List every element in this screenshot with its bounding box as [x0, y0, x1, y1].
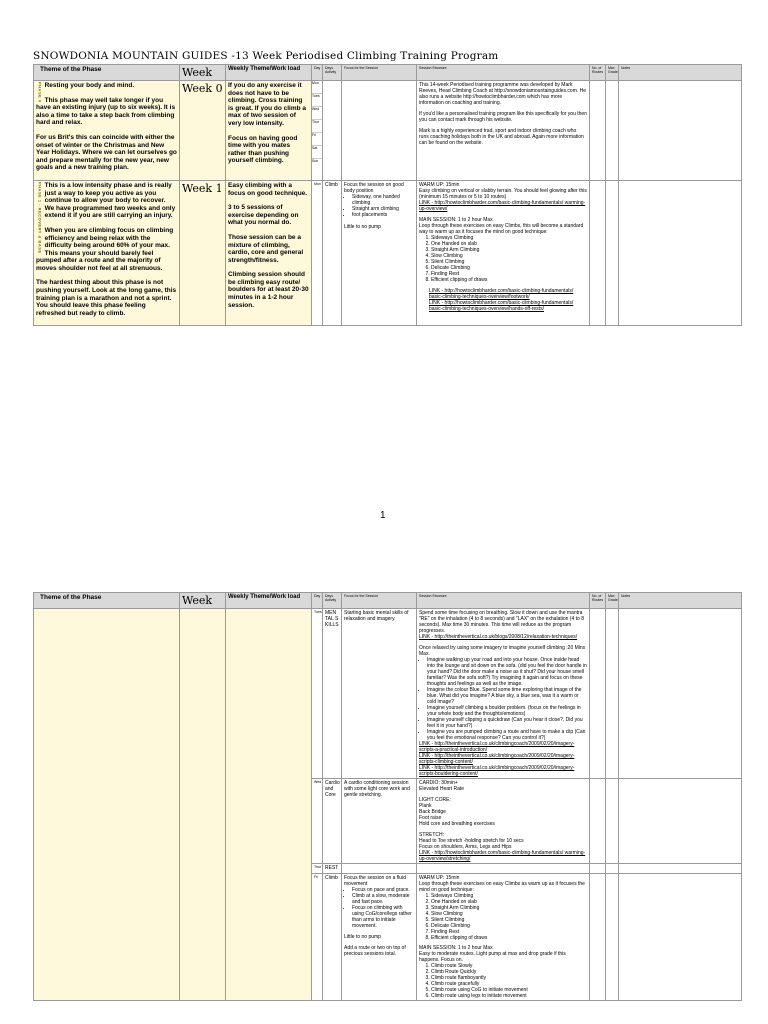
phase-1-vertical-label: PHASE 1 - RECOVERY & BASE: [37, 181, 43, 254]
header-weekly: Weekly Theme/Work load: [226, 65, 312, 81]
fri-structure: WARM UP: 15min Loop through these exercises on easy Climbs as warm up as it focuses the mind on good technique: 1. Sideways Climbing 2. One Handed on slab 3. Straight Arm Climbing 4. Slow Climbing 5. Silent Climbing 6. Delicate Climbing 7. Finding Rest 8. Efficient clipping of draws MAIN SESSION: 1 to 2 hour Max Easy to moderate routes. Light pump at max and drop grade if this happens. Focus on. 1. Climb route Slowly 2. Climb Route Quickly 3. Climb route flamboyantly 4. Climb route gracefully 5. Climb route using CoG to initiate movement 6. Climb route using legs to initiate movement: [417, 874, 590, 1001]
footwork-link[interactable]: LINK - http://howtoclimbharder.com/basic-climbing-fundamentals/ basic-climbing-techniques-overview/footwork/: [429, 287, 574, 300]
fri-activity: Climb: [323, 874, 342, 1001]
week-0-theme: PHASE 0 Resting your body and mind. This phase may well take longer if you have an existing injury (up to six weeks). It is also a time to take a step back from climbing hard and relax. For us Brit's this can coincide with either the onset of winter or the Christmas and New Year Holidays. Where we can let ourselves go and prepare mentally for the new year, new goals and a new training plan.: [34, 81, 180, 181]
thu-activity: REST: [323, 864, 342, 874]
header-max-grade: Max Grade: [606, 65, 619, 81]
tue-row: Tues MENTAL SKILLS Starting basic mental skills of relaxation and imagery. Spend some time focusing on breathing. Slow it down and use the mantra "RE" on the inhalation (4 to 8 seconds) and "LAX" on the exhalation (4 to 8 seconds). Max time 30 minutes. This time will reduce as the program progresses. LINK - http://theinthevertical.co.uk/blogs/2008/12/relaxation-techniques/ Once relaxed try using some imagery to imagine yourself climbing :20 Mins Max. • Imagine walking up your road and into your house. Once inside head into the lounge and sit down on the sofa. (did you feel the door handle in your hand? Did the door make a noise as it shut? Did your house smell familiar? Was the sofa soft?) Try imagining it again and focus on these thoughts and feelings as well as the image. • Imagine the colour Blue. Spend some time exploring that image of the blue. What did you imagine? A blue sky, a blue sea, was it a warm or cold image? • Imagine yourself climbing a boulder problem. (focus on the feelings in your whole body and the thoughts/emotions) • Imagine yourself clipping a quickdraw (Can you hear it close?, Did you feel it in your hand?) • Imagine you are pumped climbing a route and have to make a clip (Can you feel the emotional response? Can you control it?) LINK - http://theinthevertical.co.uk/climbingcoach/2009/02/20/imagery-scripts-a-practical-introduction/ LINK - http://theinthevertical.co.uk/climbingcoach/2009/02/20/imagery-scripts-climbing-content/ LINK - http://theinthevertical.co.uk/climbingcoach/2009/02/20/imagery-scripts-bouldering-content/: [34, 609, 742, 779]
stretching-link[interactable]: LINK - http://howtoclimbharder.com/basic-climbing-fundamentals/ warming-up-overview/stretching/: [419, 850, 586, 862]
week-1-focus: Focus the session on good body position • Sideway, one handed climbing • Straight arm climbing • foot placements Little to no pump: [342, 180, 417, 326]
relaxation-link[interactable]: LINK - http://theinthevertical.co.uk/blogs/2008/12/relaxation-techniques/: [419, 634, 578, 640]
tue-activity: MENTAL SKILLS: [323, 609, 342, 779]
page-number: 1: [380, 510, 386, 521]
week-0-row: [34, 81, 742, 181]
week-1-theme: PHASE 1 - RECOVERY & BASE This is a low intensity phase and is really just a way to keep you active as you continue to allow your body to recover. We have programmed two weeks and only extend it if you are still carrying an injury. When you are climbing focus on climbing efficiency and being relax with the difficulty being around 60% of your max. This means your should barely feel pumped after a route and the majority of moves shoulder not feel at all strenuous. The hardest thing about this phase is not pushing yourself. Look at the long game, this training plan is a marathon and not a sprint. You should leave this phase feeling refreshed but ready to climb.: [34, 180, 180, 326]
warmup-link[interactable]: LINK - http://howtoclimbharder.com/basic-climbing-fundamentals/ warming-up-overview/: [419, 199, 586, 212]
week-0-label: Week 0: [180, 81, 226, 181]
wed-structure: CARDIO: 30min+ Elevated Heart Rate LIGHT CORE: Plank Back Bridge Foot raise Hold core and breathing exercises STRETCH: Head to Toe stretch -holding stretch for 10 secs Focus on shoulders, Arms, Legs and Hips LINK - http://howtoclimbharder.com/basic-climbing-fundamentals/ warming-up-overview/stretching/: [417, 779, 590, 864]
week-0-weekly: If you do any exercise it does not have to be climbing. Cross training is great. If you do climb a max of two session of very low intensity. Focus on having good time with you mates rather than pushing yourself climbing.: [226, 81, 312, 181]
week-1-label: Week 1: [180, 180, 226, 326]
header-activity: Days Activity: [323, 65, 342, 81]
hands-off-rests-link[interactable]: LINK - http://howtoclimbharder.com/basic-climbing-fundamentals/ basic-climbing-techniques-overview/hands-off-rests/: [429, 299, 574, 312]
wed-activity: Cardio and Core: [323, 779, 342, 864]
table-header-row-2: Theme of the Phase Week Weekly Theme/Work load Day Days Activity Focus for the Session Session Structure No. of Routes Max Grade Notes: [34, 593, 742, 609]
wed-focus: A cardio conditioning session with some light core work and gentle stretching.: [342, 779, 417, 864]
week-1-structure: WARM UP: 15min Easy climbing on vertical or slabby terrain. You should feel glowing after this (minimum 15 minutes or 5 to 10 routes) LINK - http://howtoclimbharder.com/basic-climbing-fundamentals/ warming-up-overview/ MAIN SESSION: 1 to 2 hour Max Loop through these exercises on easy Climbs, this will become a standard way to warm up as it focuses the mind on good technique: 1. Sideways Climbing 2. One Handed on slab 3. Straight Arm Climbing 4. Slow Climbing 5. Silent Climbing 6. Delicate Climbing 7. Finding Rest 8. Efficient clipping of draws LINK - http://howtoclimbharder.com/basic-climbing-fundamentals/ basic-climbing-techniques-overview/footwork/ LINK - http://howtoclimbharder.com/basic-climbing-fundamentals/ basic-climbing-techniques-overview/hands-off-rests/: [417, 180, 590, 326]
week-1-weekly: Easy climbing with a focus on good technique. 3 to 5 sessions of exercise depending on what you normal do. Those session can be a mixture of climbing, cardio, core and general strength/fitness. Climbing session should be climbing easy route/ boulders for at least 20-30 minutes in a 1-2 hour session.: [226, 180, 312, 326]
header-notes: Notes: [619, 65, 742, 81]
tue-focus: Starting basic mental skills of relaxation and imagery.: [342, 609, 417, 779]
document-title: SNOWDONIA MOUNTAIN GUIDES -13 Week Periodised Climbing Training Program: [33, 50, 499, 62]
week-1-row: [34, 180, 742, 326]
phase-0-vertical-label: PHASE 0: [37, 82, 43, 103]
table-header-row: [34, 65, 742, 81]
header-week: Week: [180, 65, 226, 81]
fri-focus: Focus the session on a fluid movement • Focus on pace and grace. • Climb at a slow, moderate and fast pace. • Focus on climbing with using CoG/core/legs rather than arms to initiate movement. Little to no pump Add a route or two on top of precious sessions total.: [342, 874, 417, 1001]
week-1-day: Mon: [312, 180, 323, 326]
fri-row: Fri Climb Focus the session on a fluid movement • Focus on pace and grace. • Climb at a slow, moderate and fast pace. • Focus on climbing with using CoG/core/legs rather than arms to initiate movement. Little to no pump Add a route or two on top of precious sessions total. WARM UP: 15min Loop through these exercises on easy Climbs as warm up as it focuses the mind on good technique: 1. Sideways Climbing 2. One Handed on slab 3. Straight Arm Climbing 4. Slow Climbing 5. Silent Climbing 6. Delicate Climbing 7. Finding Rest 8. Efficient clipping of draws MAIN SESSION: 1 to 2 hour Max Easy to moderate routes. Light pump at max and drop grade if this happens. Focus on. 1. Climb route Slowly 2. Climb Route Quickly 3. Climb route flamboyantly 4. Climb route gracefully 5. Climb route using CoG to initiate movement 6. Climb route using legs to initiate movement: [34, 874, 742, 1001]
header-focus: Focus for the Session: [342, 65, 417, 81]
week-0-days: Mon Tues Wed Thur Fri Sat Sun: [312, 81, 323, 181]
thu-row: Thur REST: [34, 864, 742, 874]
imagery-bouldering-link[interactable]: LINK - http://theinthevertical.co.uk/climbingcoach/2009/02/20/imagery-scripts-bouldering-content/: [419, 765, 575, 777]
header-routes: No. of Routes: [590, 65, 606, 81]
tue-structure: Spend some time focusing on breathing. Slow it down and use the mantra "RE" on the inhalation (4 to 8 seconds) and "LAX" on the exhalation (4 to 8 seconds). Max time 30 minutes. This time will reduce as the program progresses. LINK - http://theinthevertical.co.uk/blogs/2008/12/relaxation-techniques/ Once relaxed try using some imagery to imagine yourself climbing :20 Mins Max. • Imagine walking up your road and into your house. Once inside head into the lounge and sit down on the sofa. (did you feel the door handle in your hand? Did the door make a noise as it shut? Did your house smell familiar? Was the sofa soft?) Try imagining it again and focus on these thoughts and feelings as well as the image. • Imagine the colour Blue. Spend some time exploring that image of the blue. What did you imagine? A blue sky, a blue sea, was it a warm or cold image? • Imagine yourself climbing a boulder problem. (focus on the feelings in your whole body and the thoughts/emotions) • Imagine yourself clipping a quickdraw (Can you hear it close?, Did you feel it in your hand?) • Imagine you are pumped climbing a route and have to make a clip (Can you feel the emotional response? Can you control it?) LINK - http://theinthevertical.co.uk/climbingcoach/2009/02/20/imagery-scripts-a-practical-introduction/ LINK - http://theinthevertical.co.uk/climbingcoach/2009/02/20/imagery-scripts-climbing-content/ LINK - http://theinthevertical.co.uk/climbingcoach/2009/02/20/imagery-scripts-bouldering-content/: [417, 609, 590, 779]
header-theme: Theme of the Phase: [34, 65, 180, 81]
training-table-page-1: [33, 64, 742, 326]
week-1-activity: Climb: [323, 180, 342, 326]
imagery-intro-link[interactable]: LINK - http://theinthevertical.co.uk/climbingcoach/2009/02/20/imagery-scripts-a-practical-introduction/: [419, 741, 575, 753]
imagery-climbing-link[interactable]: LINK - http://theinthevertical.co.uk/climbingcoach/2009/02/20/imagery-scripts-climbing-content/: [419, 753, 575, 765]
week-0-structure: This 14-week Periodised training programme was developed by Mark Reeves, Head Climbing Coach at http://snowdoniamountainguides.com. He also runs a website http://howtoclimbharder.com which has more information on coaching and training. If you'd like a personalised training program like this specifically for you then you can contact mark through his website. Mark is a highly experienced trad, sport and indoor climbing coach who runs coaching holidays both in the UK and abroad. Again more information can be found on the website.: [417, 81, 590, 181]
header-day: Day: [312, 65, 323, 81]
header-structure: Session Structure: [417, 65, 590, 81]
wed-row: Wed Cardio and Core A cardio conditioning session with some light core work and gentle stretching. CARDIO: 30min+ Elevated Heart Rate LIGHT CORE: Plank Back Bridge Foot raise Hold core and breathing exercises STRETCH: Head to Toe stretch -holding stretch for 10 secs Focus on shoulders, Arms, Legs and Hips LINK - http://howtoclimbharder.com/basic-climbing-fundamentals/ warming-up-overview/stretching/: [34, 779, 742, 864]
training-table-page-2: [33, 592, 742, 1001]
